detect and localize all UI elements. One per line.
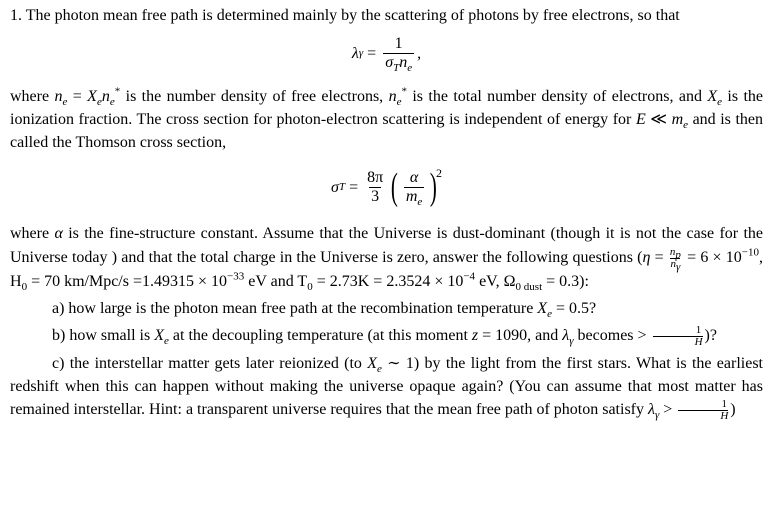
- fraction: $\frac{n_p}{n_\gamma}$: [669, 245, 681, 274]
- question-a: a) how large is the photon mean free path at the recombination temperature $X_e = 0.5$?: [52, 300, 597, 321]
- assumptions-paragraph: where α is the fine-structure constant. Assume that the Universe is dust-dominant (though it is not the case for the Universe today ) and that the total charge in the Universe is zero, answer the following questions (η = $\frac{n_p}{n_\gamma}$ = $6 \times 10^{-10}$, $H_0 = 70$ $km/Mpc/s =1.49315 \times 10^{-33}$ eV and $T_0 = 2.73K = 2.3524 \times 10^{-4}$ eV, $\Omega_{0 dust} = 0.3$):: [10, 225, 764, 294]
- fraction: $\frac{1}{\sigma_Tn_e}$: [385, 34, 413, 74]
- fraction: $\frac{8\pi}{3}$: [367, 168, 384, 205]
- intro-text: 1. The photon mean free path is determined mainly by the scattering of photons by free electrons, so that: [10, 7, 680, 24]
- fraction: $\frac{1}{H}$: [678, 399, 728, 422]
- equation-mean-free-path: λ γ = $\frac{1}{\sigma_Tn_e}$ ,: [351, 34, 422, 74]
- equation-thomson-cross-section: σ T = $\frac{8\pi}{3}$ ( $\frac{\alpha}{m_e}$ ) 2: [331, 165, 442, 208]
- fraction: $\frac{\alpha}{m_e}$: [405, 168, 423, 208]
- fraction: $\frac{1}{H}$: [653, 325, 703, 348]
- question-c: c) the interstellar matter gets later reionized (to $X_e$ ∼ 1) by the light from the first stars. What is the earliest redshift when this can happen without making the universe opaque again? (You can assume that most matter has remained interstellar. Hint: a transparent universe requires that the mean free path of photon satisfy $\lambda_\gamma$ > $\frac{1}{H}$ ): [10, 354, 764, 422]
- definitions-paragraph: where $n_e = X_en_e^*$ is the number density of free electrons, $n_e^*$ is the total number density of electrons, and $X_e$ is the ionization fraction. The cross section for photon-electron scattering is independent of energy for E ≪ $m_e$ and is then called the Thomson cross section,: [10, 85, 764, 151]
- question-b: b) how small is $X_e$ at the decoupling temperature (at this moment z = 1090, and $\lambda_\gamma$ becomes > $\frac{1}{H}$ )?: [52, 323, 717, 348]
